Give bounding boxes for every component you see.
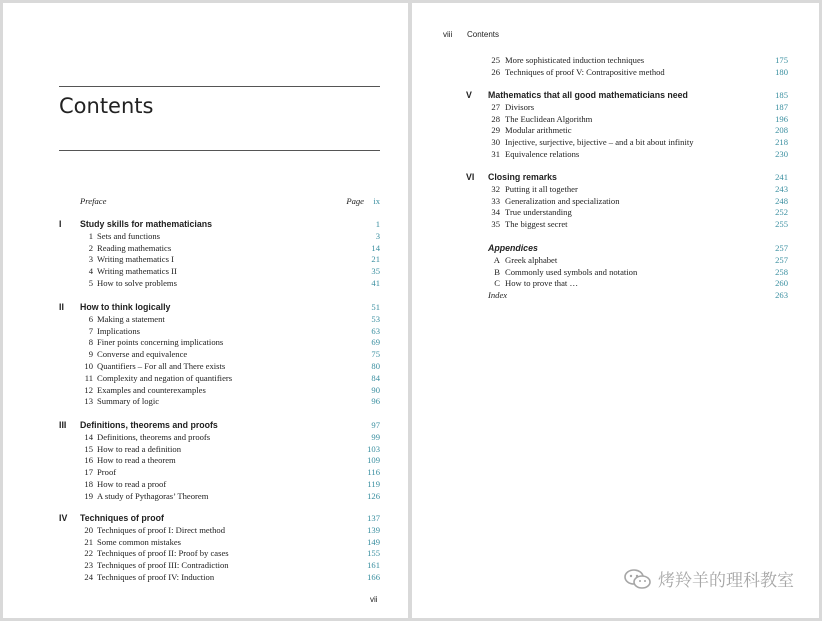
toc-row-part xyxy=(466,171,788,183)
appendix-letter: B xyxy=(494,266,500,277)
toc-row-chapter xyxy=(466,195,788,207)
toc-row-chapter xyxy=(466,66,788,78)
page-number: 14 xyxy=(371,242,380,253)
toc-row-part xyxy=(59,218,380,230)
chapter-number: 14 xyxy=(84,431,93,442)
toc-row-chapter xyxy=(59,372,380,384)
appendix-title: Greek alphabet xyxy=(505,254,558,265)
chapter-title: Reading mathematics xyxy=(97,242,172,253)
chapter-number: 24 xyxy=(84,572,93,582)
page-number: 230 xyxy=(775,149,788,159)
toc-row-chapter xyxy=(59,336,380,348)
toc-row-appendix xyxy=(466,277,788,289)
toc-row-chapter xyxy=(59,431,380,443)
toc-row-appendix xyxy=(466,266,788,278)
chapter-title: Proof xyxy=(97,467,117,478)
chapter-number: 1 xyxy=(88,230,93,241)
chapter-number: 20 xyxy=(84,524,93,535)
page-number: 258 xyxy=(775,266,788,277)
page-number: 196 xyxy=(775,113,788,124)
page-number: 218 xyxy=(775,137,788,148)
toc-row-chapter xyxy=(59,277,380,289)
toc-row-chapter xyxy=(59,443,380,455)
chapter-title: Writing mathematics II xyxy=(97,266,177,277)
chapter-title: How to read a proof xyxy=(97,479,167,489)
appendix-letter: C xyxy=(494,278,500,289)
running-head: Contents xyxy=(467,30,500,39)
chapter-number: 23 xyxy=(84,560,93,571)
toc-row-chapter xyxy=(59,242,380,254)
part-number: V xyxy=(466,90,472,100)
page-number: ix xyxy=(373,196,380,206)
toc-row-chapter xyxy=(466,148,788,160)
page-number: 116 xyxy=(367,467,380,478)
part-title: Study skills for mathematicians xyxy=(80,219,212,229)
part-title: Techniques of proof xyxy=(80,513,164,523)
page-number: 257 xyxy=(775,243,788,253)
chapter-title: A study of Pythagoras’ Theorem xyxy=(97,490,209,501)
page-folio: viii xyxy=(443,30,453,39)
toc-row-chapter xyxy=(59,559,380,571)
chapter-title: Divisors xyxy=(505,101,535,112)
chapter-title: How to solve problems xyxy=(97,278,177,288)
toc-row-chapter xyxy=(59,454,380,466)
chapter-number: 34 xyxy=(491,207,500,218)
toc-row-chapter xyxy=(466,113,788,125)
top-rule xyxy=(59,86,380,87)
page-number: 84 xyxy=(371,372,380,383)
toc-row-appendices xyxy=(466,242,788,254)
chapter-number: 17 xyxy=(84,467,93,478)
chapter-title: How to read a definition xyxy=(97,443,182,454)
page-number: 119 xyxy=(367,479,380,489)
chapter-title: True understanding xyxy=(505,207,572,218)
chapter-number: 30 xyxy=(491,137,500,148)
chapter-number: 2 xyxy=(88,242,93,253)
page-number: 109 xyxy=(367,455,380,466)
page-label: Page xyxy=(346,196,364,206)
toc-row-chapter xyxy=(59,384,380,396)
chapter-number: 35 xyxy=(491,219,500,230)
chapter-number: 22 xyxy=(84,548,93,559)
appendices-title: Appendices xyxy=(488,243,538,253)
right-page xyxy=(412,3,819,618)
chapter-title: Writing mathematics I xyxy=(97,254,174,265)
chapter-number: 3 xyxy=(88,254,93,265)
chapter-number: 18 xyxy=(84,479,93,489)
chapter-title: More sophisticated induction techniques xyxy=(505,55,645,65)
toc-row-chapter xyxy=(59,313,380,325)
chapter-title: Summary of logic xyxy=(97,396,160,407)
toc-row-chapter xyxy=(466,101,788,113)
page-number: 255 xyxy=(775,219,788,230)
part-number: III xyxy=(59,420,67,430)
appendix-letter: A xyxy=(493,254,500,265)
chapter-title: How to read a theorem xyxy=(97,455,176,466)
part-number: VI xyxy=(466,172,475,182)
part-number: I xyxy=(59,219,62,229)
page-number: 35 xyxy=(371,266,380,277)
part-title: Closing remarks xyxy=(488,172,557,182)
chapter-number: 8 xyxy=(88,337,93,348)
toc-row-preface xyxy=(59,195,380,207)
page-number: 139 xyxy=(367,524,380,535)
left-page xyxy=(3,3,408,618)
toc-row-index xyxy=(466,289,788,301)
chapter-title: Techniques of proof I: Direct method xyxy=(97,524,226,535)
page-number: 263 xyxy=(775,290,788,301)
page-number: 185 xyxy=(775,90,788,100)
toc-row-part xyxy=(466,89,788,101)
page-folio: vii xyxy=(370,595,378,604)
chapter-number: 5 xyxy=(88,278,93,288)
chapter-title: Some common mistakes xyxy=(97,536,182,547)
chapter-title: Techniques of proof II: Proof by cases xyxy=(97,548,229,559)
chapter-title: Converse and equivalence xyxy=(97,349,188,360)
toc-row-chapter xyxy=(466,136,788,148)
chapter-number: 16 xyxy=(84,455,93,466)
chapter-number: 4 xyxy=(88,266,93,277)
chapter-number: 6 xyxy=(88,313,93,324)
part-title: How to think logically xyxy=(80,302,171,312)
chapter-title: The biggest secret xyxy=(505,219,568,230)
toc-row-chapter xyxy=(59,325,380,337)
index-title: Index xyxy=(488,290,508,301)
chapter-title: Finer points concerning implications xyxy=(97,337,224,348)
page-number: 21 xyxy=(371,254,380,265)
chapter-title: Complexity and negation of quantifiers xyxy=(97,372,233,383)
toc-row-chapter xyxy=(59,395,380,407)
page-number: 3 xyxy=(375,230,380,241)
page-number: 260 xyxy=(775,278,788,289)
page-title: Contents xyxy=(59,94,154,118)
toc-row-chapter xyxy=(466,54,788,66)
chapter-title: Definitions, theorems and proofs xyxy=(97,431,211,442)
page-number: 166 xyxy=(367,572,380,582)
chapter-title: Examples and counterexamples xyxy=(97,384,206,395)
chapter-number: 13 xyxy=(84,396,93,407)
page-number: 180 xyxy=(775,66,788,77)
wechat-icon xyxy=(623,568,653,590)
chapter-title: Putting it all together xyxy=(505,183,578,194)
chapter-number: 29 xyxy=(491,125,500,136)
toc-row-chapter xyxy=(466,218,788,230)
chapter-title: Sets and functions xyxy=(97,230,161,241)
toc-row-chapter xyxy=(59,547,380,559)
page-number: 103 xyxy=(367,443,380,454)
chapter-number: 11 xyxy=(84,372,93,383)
bottom-rule xyxy=(59,150,380,151)
toc-row-chapter xyxy=(59,348,380,360)
page-number: 208 xyxy=(775,125,788,136)
chapter-title: Modular arithmetic xyxy=(505,125,572,136)
chapter-title: Techniques of proof V: Contrapositive method xyxy=(505,66,665,77)
toc-row-chapter xyxy=(59,466,380,478)
part-number: IV xyxy=(59,513,68,523)
toc-row-chapter xyxy=(466,183,788,195)
preface-title: Preface xyxy=(80,196,107,206)
chapter-title: Implications xyxy=(97,325,140,336)
toc-row-chapter xyxy=(466,206,788,218)
page-number: 243 xyxy=(775,183,788,194)
toc-row-chapter xyxy=(59,490,380,502)
page-number: 137 xyxy=(367,513,380,523)
page-number: 99 xyxy=(371,431,380,442)
page-number: 161 xyxy=(367,560,380,571)
chapter-title: Quantifiers – For all and There exists xyxy=(97,361,226,371)
chapter-number: 12 xyxy=(84,384,93,395)
page-number: 187 xyxy=(775,101,788,112)
chapter-number: 9 xyxy=(88,349,93,360)
chapter-number: 15 xyxy=(84,443,93,454)
chapter-title: Making a statement xyxy=(97,313,165,324)
page-number: 53 xyxy=(371,313,380,324)
page-number: 75 xyxy=(371,349,380,360)
chapter-number: 19 xyxy=(84,490,93,501)
toc-row-chapter xyxy=(59,265,380,277)
toc-row-chapter xyxy=(59,230,380,242)
page-number: 97 xyxy=(371,420,380,430)
page-number: 155 xyxy=(367,548,380,559)
appendix-title: Commonly used symbols and notation xyxy=(505,266,638,277)
chapter-number: 10 xyxy=(84,361,93,371)
chapter-number: 7 xyxy=(88,325,93,336)
page-number: 175 xyxy=(775,55,788,65)
page-number: 90 xyxy=(371,384,380,395)
toc-row-part xyxy=(59,512,380,524)
chapter-title: Equivalence relations xyxy=(505,149,580,159)
page-number: 51 xyxy=(371,302,380,312)
toc-row-part xyxy=(59,419,380,431)
chapter-title: Techniques of proof III: Contradiction xyxy=(97,560,229,571)
page-number: 149 xyxy=(367,536,380,547)
chapter-title: Techniques of proof IV: Induction xyxy=(97,572,215,582)
chapter-number: 28 xyxy=(491,113,500,124)
toc-row-chapter xyxy=(59,536,380,548)
part-number: II xyxy=(59,302,64,312)
page-number: 1 xyxy=(375,219,380,229)
chapter-number: 33 xyxy=(491,195,500,206)
toc-row-chapter xyxy=(59,253,380,265)
page-number: 63 xyxy=(371,325,380,336)
toc-row-chapter xyxy=(59,571,380,583)
chapter-title: The Euclidean Algorithm xyxy=(505,113,593,124)
page-number: 80 xyxy=(371,361,380,371)
page-number: 257 xyxy=(775,254,788,265)
toc-row-chapter xyxy=(59,360,380,372)
page-number: 69 xyxy=(371,337,380,348)
appendix-title: How to prove that … xyxy=(505,278,579,289)
part-title: Definitions, theorems and proofs xyxy=(80,420,218,430)
part-title: Mathematics that all good mathematicians need xyxy=(488,90,688,100)
page-number: 241 xyxy=(775,172,788,182)
watermark xyxy=(623,566,794,591)
toc-row-chapter xyxy=(466,124,788,136)
page-number: 96 xyxy=(371,396,380,407)
chapter-title: Injective, surjective, bijective – and a bit about infinity xyxy=(505,137,694,148)
toc-row-chapter xyxy=(59,524,380,536)
watermark-text: 烤羚羊的理科教室 xyxy=(658,571,794,591)
chapter-number: 25 xyxy=(491,55,500,65)
page-number: 248 xyxy=(775,195,788,206)
chapter-number: 26 xyxy=(491,66,500,77)
chapter-title: Generalization and specialization xyxy=(505,195,620,206)
chapter-number: 32 xyxy=(491,183,500,194)
chapter-number: 27 xyxy=(491,101,500,112)
toc-row-part xyxy=(59,301,380,313)
toc-row-chapter xyxy=(59,478,380,490)
page-number: 41 xyxy=(371,278,380,288)
toc-row-appendix xyxy=(466,254,788,266)
chapter-number: 31 xyxy=(491,149,500,159)
chapter-number: 21 xyxy=(84,536,93,547)
page-number: 126 xyxy=(367,490,380,501)
page-number: 252 xyxy=(775,207,788,218)
